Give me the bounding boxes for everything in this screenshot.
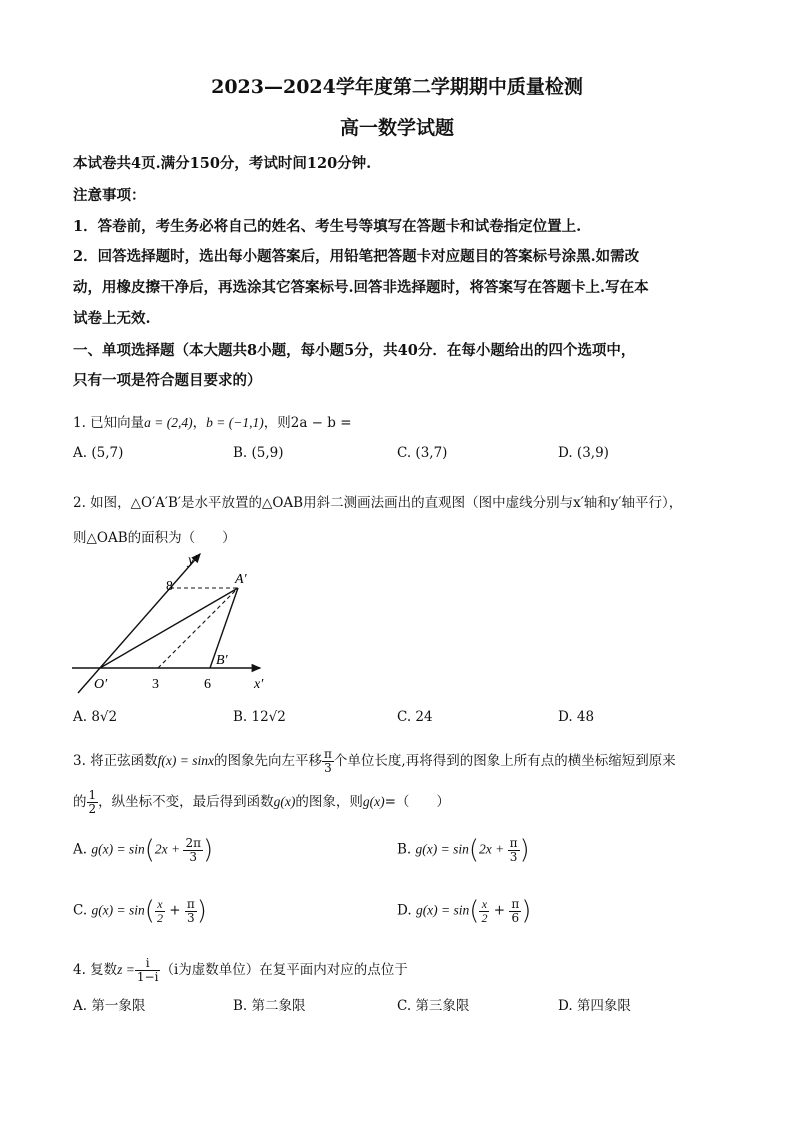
q3-text-2b: ，纵坐标不变，最后得到函数 — [98, 794, 274, 810]
q3-pi-over-3: $\frac{\pi}{3}$ — [324, 747, 332, 775]
question-3-line-1 — [73, 748, 676, 775]
q3-option-d: D. g(x) = sin( $\frac{x}{2}$ + $\frac{\pi}{6}$ ) — [397, 896, 532, 926]
point-a-label: A′ — [235, 572, 247, 587]
q2-option-c: C. 24 — [397, 709, 433, 725]
q3-text-2a: 的 — [73, 794, 87, 810]
q2-option-d: D. 48 — [558, 709, 595, 725]
q2-figure — [68, 548, 278, 698]
note-2-line-3: 试卷上无效. — [73, 310, 151, 327]
note-2-line-1: 2．回答选择题时，选出每小题答案后，用铅笔把答题卡对应题目的答案标号涂黑.如需改 — [73, 248, 640, 265]
y-axis — [78, 554, 200, 693]
point-b-label: B′ — [216, 653, 228, 668]
q3-text-1a: 3. 将正弦函数 — [73, 753, 158, 769]
q3-gx-2: g(x) — [362, 794, 385, 809]
q1-prefix: 1. 已知向量 — [73, 415, 145, 431]
note-2-line-2: 动，用橡皮擦干净后，再选涂其它答案标号.回答非选择题时，将答案写在答题卡上.写在本 — [73, 279, 649, 296]
q1-vector-a: a = (2,4) — [144, 415, 193, 430]
question-2-line-1: 2. 如图，△O′A′B′是水平放置的△OAB用斜二测画法画出的直观图（图中虚线分别与x′轴和y′轴平行）， — [73, 495, 683, 511]
question-2-line-2: 则△OAB的面积为（ ） — [73, 530, 236, 546]
q3-fx: f(x) = sinx — [157, 753, 215, 768]
exam-title: 2023—2024学年度第二学期期中质量检测 — [211, 76, 583, 98]
note-1: 1．答卷前，考生务必将自己的姓名、考生号等填写在答题卡和试卷指定位置上. — [73, 218, 582, 235]
q1-ask: ，则2a − b = — [263, 415, 352, 431]
q3-option-b: B. g(x) = sin(2x + $\frac{\pi}{3}$ ) — [397, 835, 530, 865]
q3-option-c: C. g(x) = sin( $\frac{x}{2}$ + $\frac{\pi}{3}$ ) — [73, 896, 207, 926]
q4-option-d: D. 第四象限 — [558, 998, 631, 1014]
x-axis-label: x′ — [254, 677, 264, 692]
q3-text-1c: 个单位长度,再将得到的图象上所有点的横坐标缩短到原来 — [333, 753, 676, 769]
notes-title: 注意事项： — [73, 187, 146, 204]
q4-option-c: C. 第三象限 — [397, 998, 470, 1014]
question-4: 4. 复数z = $\frac{i}{1-i}$ （i为虚数单位）在复平面内对应的点位于 — [73, 956, 408, 984]
q4-option-a: A. 第一象限 — [73, 998, 146, 1014]
tick-6: 6 — [204, 677, 211, 692]
q1-option-a: A. (5,7) — [73, 445, 124, 461]
q1-option-b: B. (5,9) — [233, 445, 284, 461]
q3-text-2d: =（ ） — [384, 794, 450, 810]
q4-option-b: B. 第二象限 — [233, 998, 306, 1014]
q3-option-a: A. g(x) = sin(2x + $\frac{2\pi}{3}$ ) — [73, 835, 214, 865]
tick-3: 3 — [152, 677, 159, 692]
q3-text-2c: 的图象，则 — [295, 794, 363, 810]
origin-label: O′ — [94, 677, 108, 692]
exam-subtitle: 高一数学试题 — [339, 117, 454, 139]
q1-option-d: D. (3,9) — [558, 445, 609, 461]
q1-option-c: C. (3,7) — [397, 445, 448, 461]
q3-text-1b: 的图象先向左平移 — [214, 753, 323, 769]
section-1-heading-line-1: 一、单项选择题（本大题共8小题，每小题5分，共40分．在每小题给出的四个选项中， — [73, 342, 636, 359]
q2-option-a: A. 8√2 — [73, 709, 118, 725]
q1-vector-b: b = (−1,1) — [206, 415, 264, 430]
tick-8: 8 — [166, 579, 173, 594]
q2-option-b: B. 12√2 — [233, 709, 286, 725]
section-1-heading-line-2: 只有一项是符合题目要求的） — [73, 372, 262, 389]
q3-one-half: $\frac{1}{2}$ — [88, 788, 97, 816]
question-3-line-2 — [73, 789, 450, 816]
y-axis-label: y′ — [188, 553, 198, 568]
q3-gx: g(x) — [273, 794, 296, 809]
q1-sep: ， — [192, 415, 207, 431]
question-1 — [73, 411, 352, 431]
exam-info-line: 本试卷共4页.满分150分，考试时间120分钟. — [73, 155, 372, 172]
